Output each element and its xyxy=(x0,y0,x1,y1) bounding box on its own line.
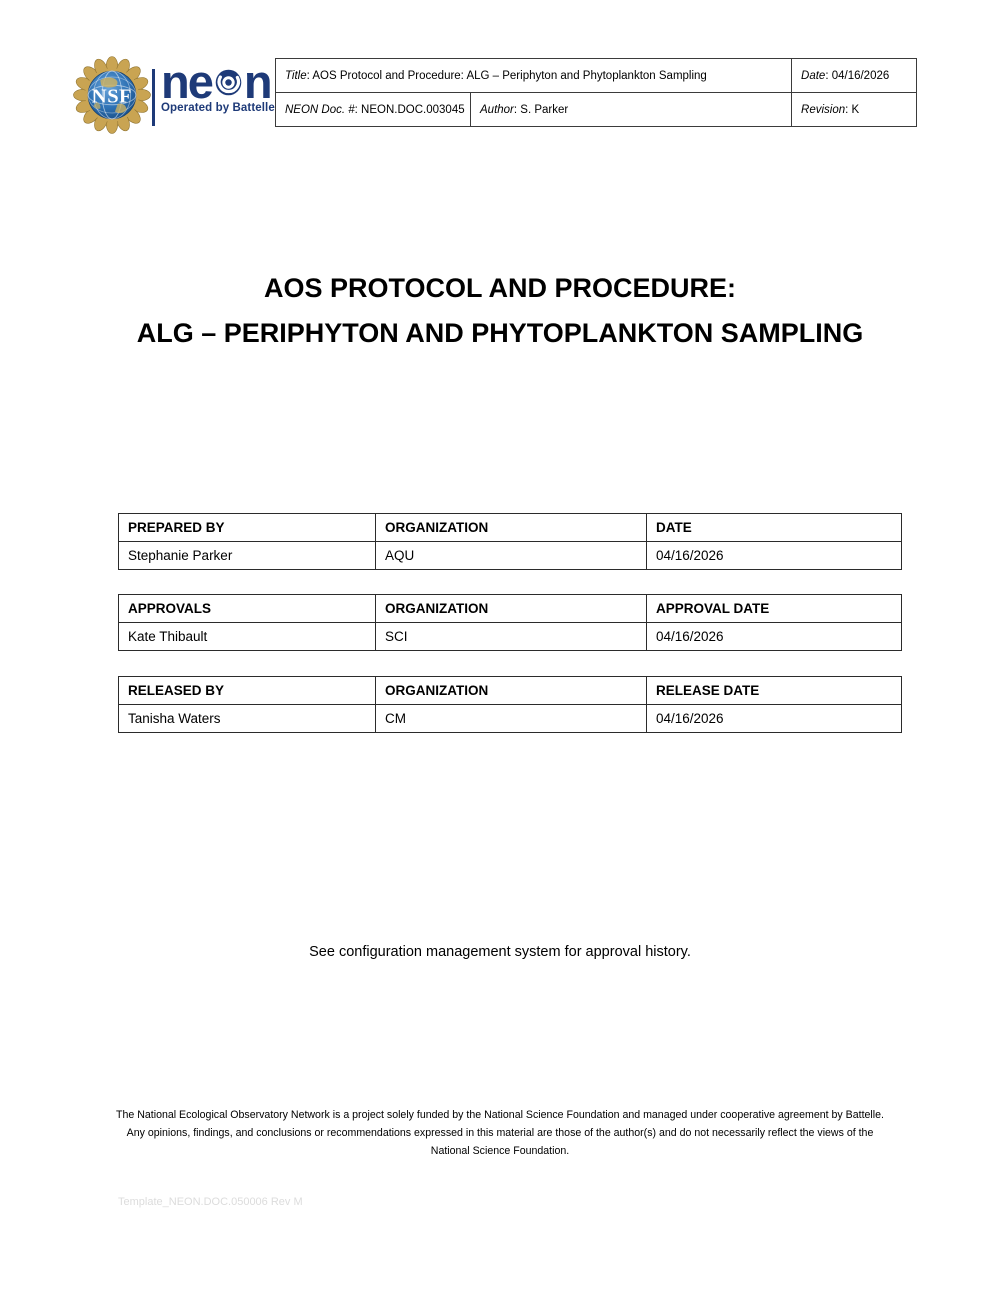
header-doc-number-cell xyxy=(276,93,471,127)
releaser-organization: CM xyxy=(376,705,647,733)
revision-label: Revision xyxy=(801,103,846,116)
header-date-cell xyxy=(792,59,917,93)
neon-wordmark-ne: ne xyxy=(161,55,212,108)
author-value: : S. Parker xyxy=(513,103,569,116)
doc-number-label: NEON Doc. # xyxy=(285,103,355,116)
document-header-table xyxy=(275,58,917,127)
approver-organization: SCI xyxy=(376,623,647,651)
table-row xyxy=(119,705,902,733)
organization-header: ORGANIZATION xyxy=(376,677,647,705)
releaser-name: Tanisha Waters xyxy=(119,705,376,733)
title-label: Title xyxy=(285,69,307,82)
release-date-header: RELEASE DATE xyxy=(647,677,902,705)
prepared-by-table xyxy=(118,513,902,570)
page-title-line1: AOS PROTOCOL AND PROCEDURE: xyxy=(263,273,737,303)
funding-disclaimer xyxy=(110,1106,890,1160)
approval-history-notice: See configuration management system for approval history. xyxy=(309,944,691,960)
funding-disclaimer-line1: The National Ecological Observatory Network is a project solely funded by the National Science Foundation and managed under cooperative agreement by Battelle. xyxy=(116,1109,884,1121)
logo-divider xyxy=(152,69,155,126)
header-author-cell xyxy=(471,93,792,127)
date-header: DATE xyxy=(647,514,902,542)
date-value: : 04/16/2026 xyxy=(825,69,890,82)
template-version-label: Template_NEON.DOC.050006 Rev M xyxy=(118,1196,303,1208)
organization-header: ORGANIZATION xyxy=(376,514,647,542)
neon-logo xyxy=(161,55,276,114)
approvals-header: APPROVALS xyxy=(119,595,376,623)
neon-wordmark-n: n xyxy=(243,55,271,108)
page-title xyxy=(0,266,1000,356)
table-row xyxy=(119,542,902,570)
approver-name: Kate Thibault xyxy=(119,623,376,651)
neon-tagline: Operated by Battelle xyxy=(161,101,275,114)
prepared-by-date: 04/16/2026 xyxy=(647,542,902,570)
funding-disclaimer-line3: National Science Foundation. xyxy=(430,1145,570,1157)
nsf-logo-text: NSF xyxy=(91,85,133,108)
prepared-by-organization: AQU xyxy=(376,542,647,570)
release-date: 04/16/2026 xyxy=(647,705,902,733)
approval-date: 04/16/2026 xyxy=(647,623,902,651)
author-label: Author xyxy=(480,103,514,116)
approval-date-header: APPROVAL DATE xyxy=(647,595,902,623)
doc-number-value: : NEON.DOC.003045 xyxy=(354,103,465,116)
title-value: : AOS Protocol and Procedure: ALG – Periphyton and Phytoplankton Sampling xyxy=(306,69,707,82)
revision-value: : K xyxy=(845,103,860,116)
released-by-table xyxy=(118,676,902,733)
header-title-cell xyxy=(276,59,792,93)
approvals-table xyxy=(118,594,902,651)
funding-disclaimer-line2: Any opinions, findings, and conclusions or recommendations expressed in this material are those of the author(s) and do not necessarily reflect the views of the xyxy=(126,1127,874,1139)
prepared-by-name: Stephanie Parker xyxy=(119,542,376,570)
organization-header: ORGANIZATION xyxy=(376,595,647,623)
date-label: Date xyxy=(801,69,826,82)
nsf-logo xyxy=(73,54,151,136)
page-title-line2: ALG – PERIPHYTON AND PHYTOPLANKTON SAMPLING xyxy=(136,318,864,348)
header-revision-cell xyxy=(792,93,917,127)
table-row xyxy=(119,623,902,651)
neon-swirl-icon xyxy=(213,67,244,98)
prepared-by-header: PREPARED BY xyxy=(119,514,376,542)
released-by-header: RELEASED BY xyxy=(119,677,376,705)
